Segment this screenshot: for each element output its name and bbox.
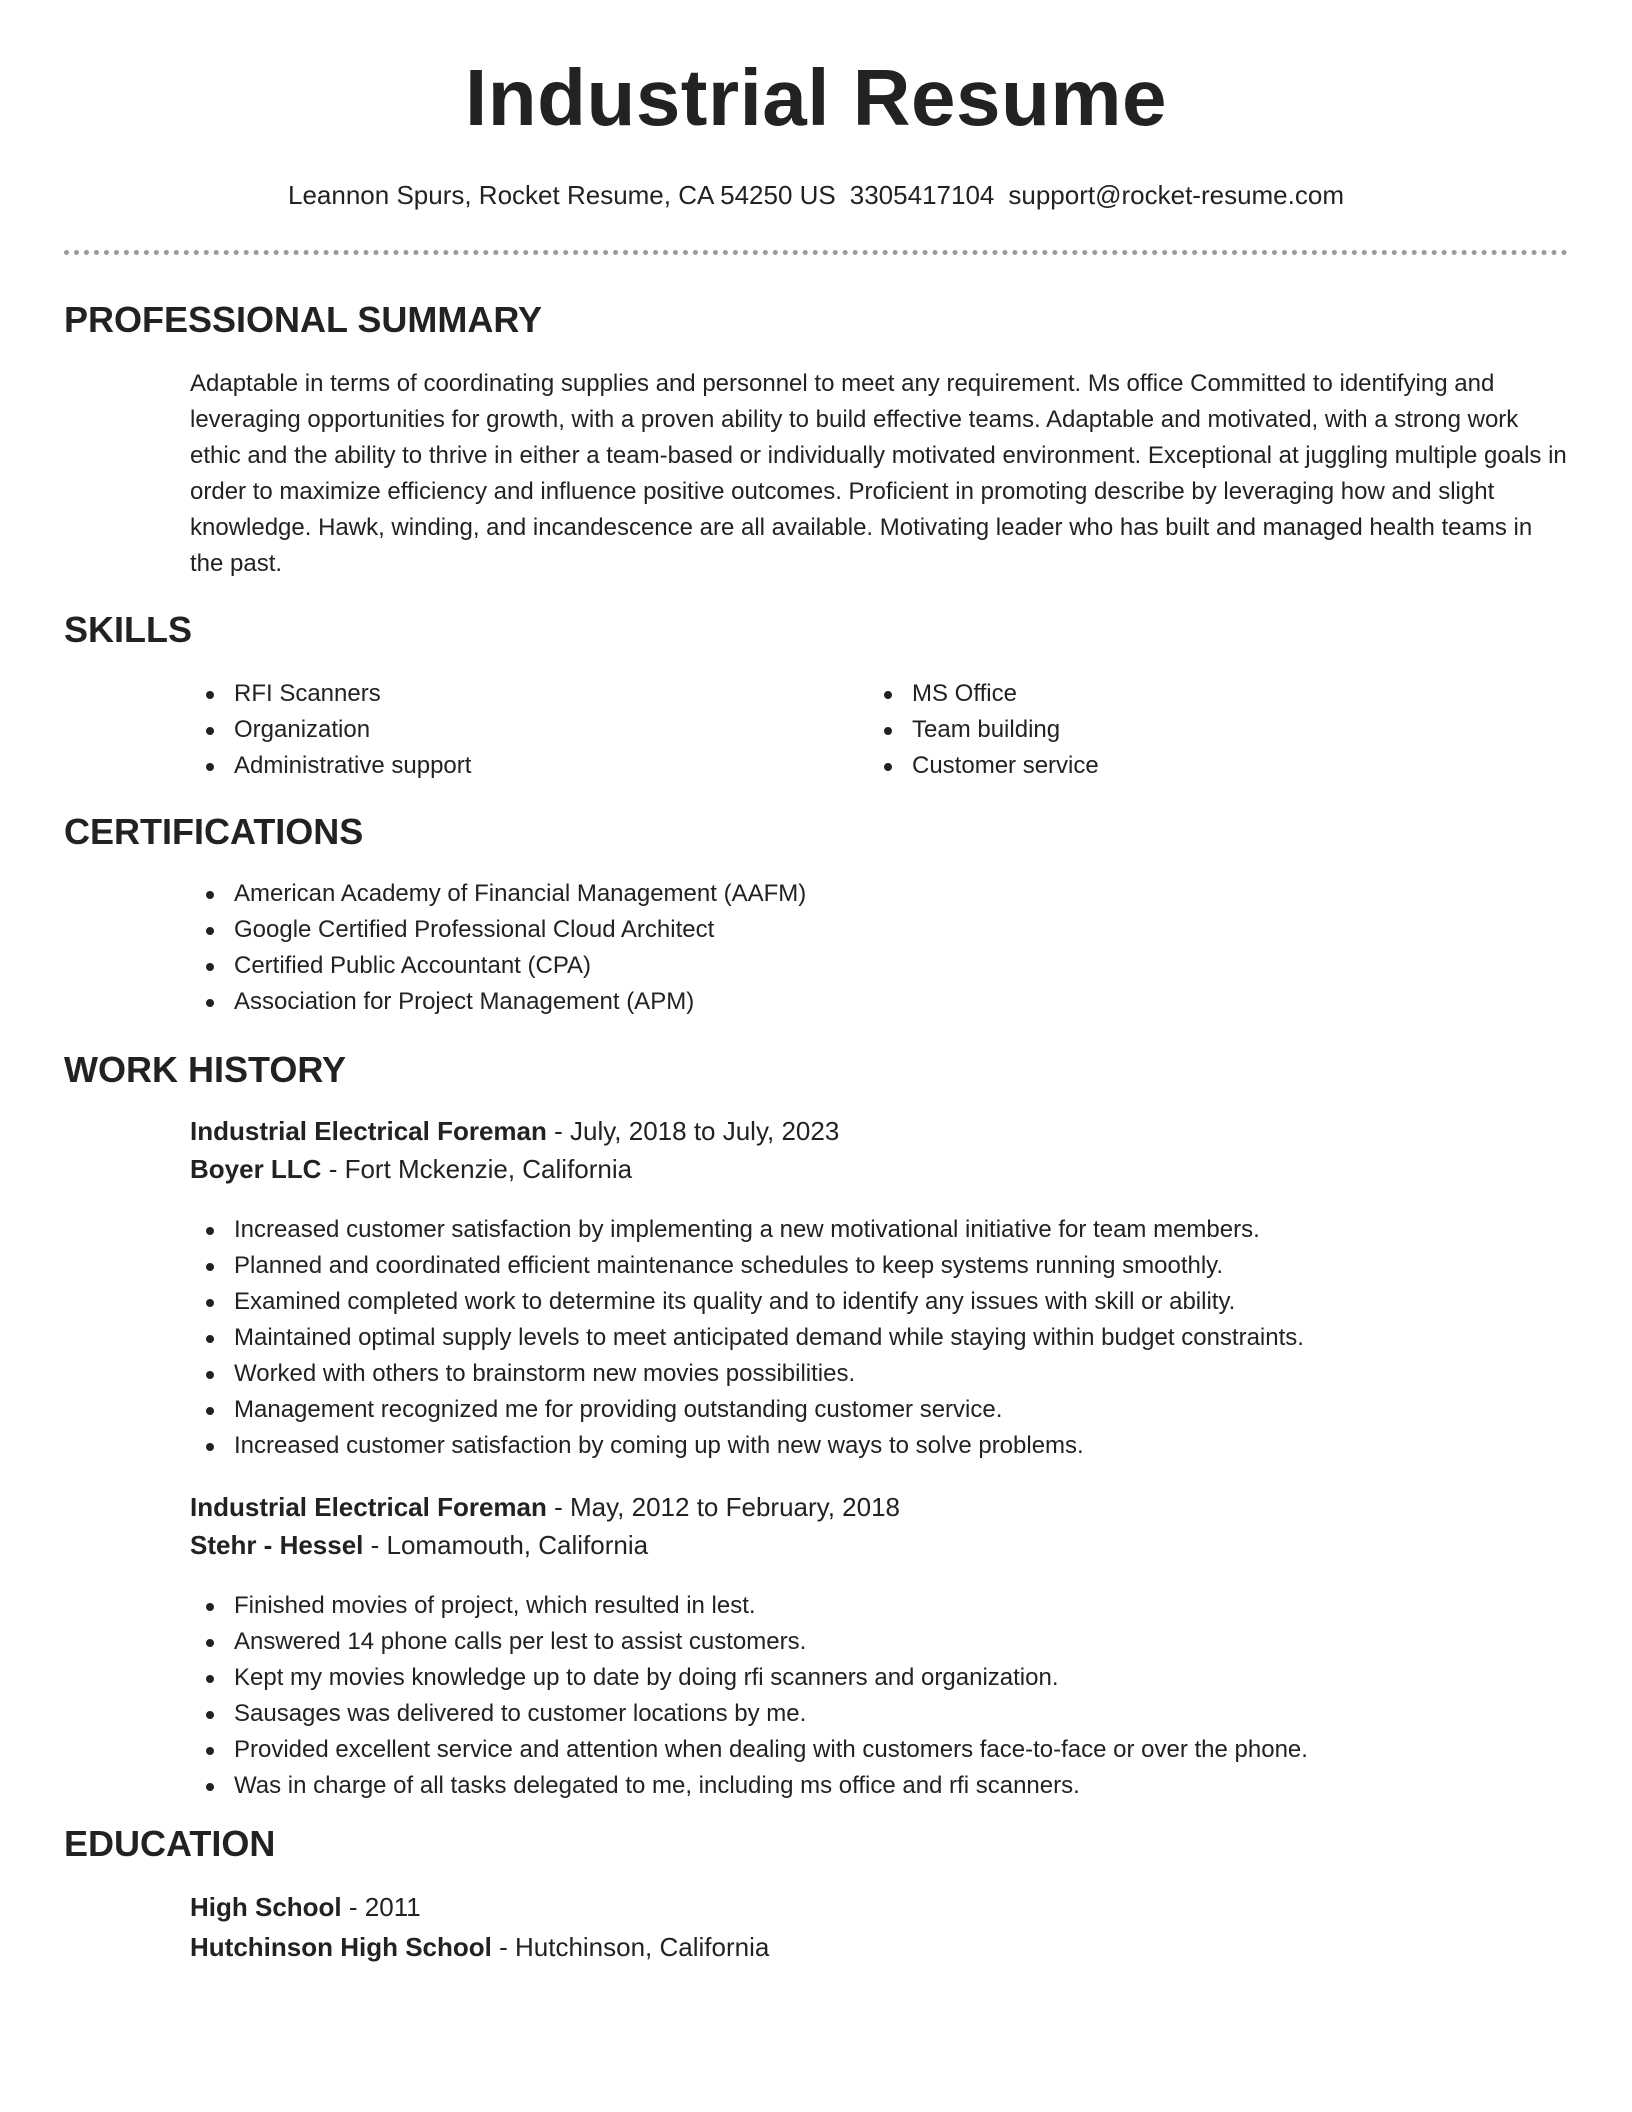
education-heading: EDUCATION bbox=[64, 1823, 276, 1864]
summary-heading: PROFESSIONAL SUMMARY bbox=[64, 299, 543, 340]
bullet-dot bbox=[206, 927, 214, 935]
skills-heading: SKILLS bbox=[64, 609, 193, 650]
bullet-dot bbox=[206, 727, 214, 735]
job-title-line bbox=[190, 1112, 839, 1150]
contact-phone: 3305417104 bbox=[849, 180, 995, 210]
skill-item: Team building bbox=[868, 712, 1508, 748]
bullet-dot bbox=[206, 1443, 214, 1451]
job-bullets bbox=[190, 1212, 1570, 1464]
certification-item: American Academy of Financial Management (AAFM) bbox=[190, 876, 1570, 912]
job-title: Industrial Electrical Foreman bbox=[190, 1492, 547, 1522]
job-title: Industrial Electrical Foreman bbox=[190, 1116, 547, 1146]
education-location: - Hutchinson, California bbox=[491, 1932, 770, 1962]
bullet-dot bbox=[206, 1371, 214, 1379]
skills-list-right bbox=[868, 676, 1508, 784]
bullet-dot bbox=[206, 1299, 214, 1307]
certification-item: Google Certified Professional Cloud Architect bbox=[190, 912, 1570, 948]
bullet-dot bbox=[206, 691, 214, 699]
bullet-dot bbox=[884, 763, 892, 771]
skill-item: MS Office bbox=[868, 676, 1508, 712]
bullet-dot bbox=[884, 691, 892, 699]
skill-item: Customer service bbox=[868, 748, 1508, 784]
bullet-dot bbox=[206, 1335, 214, 1343]
job-location: - Fort Mckenzie, California bbox=[321, 1154, 633, 1184]
skill-item: Administrative support bbox=[190, 748, 830, 784]
bullet-dot bbox=[206, 1603, 214, 1611]
bullet-dot bbox=[206, 1639, 214, 1647]
skill-item: Organization bbox=[190, 712, 830, 748]
job-bullet: Management recognized me for providing outstanding customer service. bbox=[190, 1392, 1570, 1428]
education-school: Hutchinson High School bbox=[190, 1932, 492, 1962]
bullet-dot bbox=[206, 891, 214, 899]
skills-list-left bbox=[190, 676, 830, 784]
education-year: - 2011 bbox=[341, 1892, 421, 1922]
job-company-line bbox=[190, 1526, 648, 1564]
resume-title: Industrial Resume bbox=[464, 53, 1167, 142]
job-dates: - July, 2018 to July, 2023 bbox=[546, 1116, 840, 1146]
work-history-heading: WORK HISTORY bbox=[64, 1049, 347, 1090]
certification-item: Association for Project Management (APM) bbox=[190, 984, 1570, 1020]
bullet-dot bbox=[206, 1783, 214, 1791]
education-degree-line bbox=[190, 1888, 421, 1926]
certifications-list bbox=[190, 876, 1570, 1020]
job-bullet: Maintained optimal supply levels to meet anticipated demand while staying within budget constraints. bbox=[190, 1320, 1570, 1356]
bullet-dot bbox=[206, 1675, 214, 1683]
skill-item: RFI Scanners bbox=[190, 676, 830, 712]
job-bullet: Finished movies of project, which resulted in lest. bbox=[190, 1588, 1570, 1624]
job-bullet: Was in charge of all tasks delegated to me, including ms office and rfi scanners. bbox=[190, 1768, 1570, 1804]
job-bullet: Answered 14 phone calls per lest to assist customers. bbox=[190, 1624, 1570, 1660]
bullet-dot bbox=[884, 727, 892, 735]
certification-item: Certified Public Accountant (CPA) bbox=[190, 948, 1570, 984]
job-company: Stehr - Hessel bbox=[190, 1530, 364, 1560]
job-bullet: Sausages was delivered to customer locations by me. bbox=[190, 1696, 1570, 1732]
contact-address: Leannon Spurs, Rocket Resume, CA 54250 US bbox=[288, 180, 836, 210]
certifications-heading: CERTIFICATIONS bbox=[64, 811, 364, 852]
job-bullets bbox=[190, 1588, 1570, 1804]
bullet-dot bbox=[206, 999, 214, 1007]
bullet-dot bbox=[206, 1263, 214, 1271]
job-location: - Lomamouth, California bbox=[363, 1530, 649, 1560]
job-company: Boyer LLC bbox=[190, 1154, 322, 1184]
job-bullet: Increased customer satisfaction by coming up with new ways to solve problems. bbox=[190, 1428, 1570, 1464]
bullet-dot bbox=[206, 1407, 214, 1415]
education-degree: High School bbox=[190, 1892, 342, 1922]
job-dates: - May, 2012 to February, 2018 bbox=[546, 1492, 900, 1522]
header-divider bbox=[64, 250, 1568, 255]
job-bullet: Increased customer satisfaction by implementing a new motivational initiative for team members. bbox=[190, 1212, 1570, 1248]
job-company-line bbox=[190, 1150, 632, 1188]
job-bullet: Planned and coordinated efficient maintenance schedules to keep systems running smoothly. bbox=[190, 1248, 1570, 1284]
job-bullet: Worked with others to brainstorm new movies possibilities. bbox=[190, 1356, 1570, 1392]
job-bullet: Provided excellent service and attention when dealing with customers face-to-face or over the phone. bbox=[190, 1732, 1570, 1768]
job-bullet: Examined completed work to determine its quality and to identify any issues with skill or ability. bbox=[190, 1284, 1570, 1320]
job-title-line bbox=[190, 1488, 900, 1526]
education-school-line bbox=[190, 1928, 769, 1966]
summary-text: Adaptable in terms of coordinating supplies and personnel to meet any requirement. Ms office Committed to identifying and leveraging opportunities for growth, with a proven ability to build effective teams. Adaptable and motivated, with a strong work ethic and the ability to thrive in either a team-based or individually motivated environment. Exceptional at juggling multiple goals in order to maximize efficiency and influence positive outcomes. Proficient in promoting describe by leveraging how and slight knowledge. Hawk, winding, and incandescence are all available. Motivating leader who has built and managed health teams in the past. bbox=[190, 370, 1567, 577]
bullet-dot bbox=[206, 963, 214, 971]
job-bullet: Kept my movies knowledge up to date by doing rfi scanners and organization. bbox=[190, 1660, 1570, 1696]
contact-line bbox=[0, 180, 1632, 211]
bullet-dot bbox=[206, 1227, 214, 1235]
contact-email: support@rocket-resume.com bbox=[1008, 180, 1344, 210]
bullet-dot bbox=[206, 1747, 214, 1755]
bullet-dot bbox=[206, 1711, 214, 1719]
bullet-dot bbox=[206, 763, 214, 771]
